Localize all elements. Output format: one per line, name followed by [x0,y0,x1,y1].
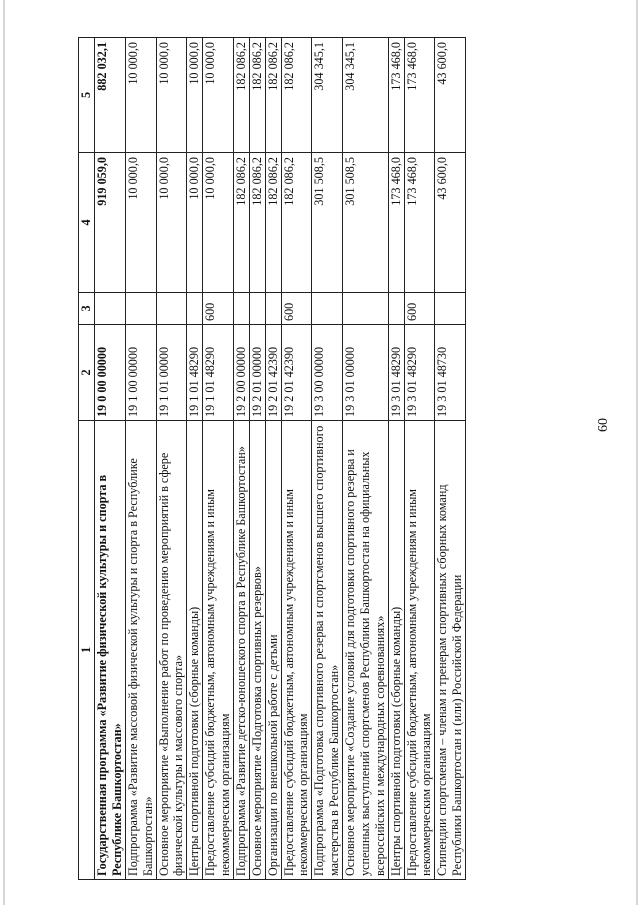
row-value-4: 182 086,2 [233,153,249,293]
row-code: 19 3 01 00000 [343,325,389,421]
table-row [435,38,466,880]
row-value-5: 10 000,0 [187,38,203,153]
table-row [265,38,281,880]
row-type: 600 [404,293,435,325]
row-code: 19 1 01 48290 [187,325,203,421]
row-type [95,293,126,325]
row-value-4: 10 000,0 [125,153,156,293]
row-code: 19 3 01 48290 [404,325,435,421]
row-type: 600 [281,293,312,325]
row-value-5: 182 086,2 [265,38,281,153]
row-name: Государственная программа «Развитие физической культуры и спорта в Республике Башкортостан» [95,421,126,880]
table-row [95,38,126,880]
row-name: Подпрограмма «Развитие массовой физической культуры и спорта в Республике Башкортостан» [125,421,156,880]
row-type [187,293,203,325]
row-code: 19 2 01 42390 [265,325,281,421]
table-row [312,38,343,880]
row-code: 19 3 01 48290 [388,325,404,421]
row-value-5: 304 345,1 [312,38,343,153]
row-type [388,293,404,325]
row-value-5: 173 468,0 [404,38,435,153]
row-code: 19 0 00 00000 [95,325,126,421]
row-value-5: 882 032,1 [95,38,126,153]
table-row [233,38,249,880]
row-name: Предоставление субсидий бюджетным, автономным учреждениям и иным некоммерческим организациям [281,421,312,880]
table-header-row [79,38,95,880]
row-code: 19 2 01 00000 [249,325,265,421]
row-value-5: 10 000,0 [156,38,187,153]
row-name: Центры спортивной подготовки (сборные команды) [187,421,203,880]
table-row [388,38,404,880]
row-name: Основное мероприятие «Создание условий для подготовки спортивного резерва и успешных выступлений спортсменов Республики Башкортостан на официальных всероссийских и международных соревнованиях» [343,421,389,880]
row-name: Центры спортивной подготовки (сборные команды) [388,421,404,880]
row-value-4: 10 000,0 [187,153,203,293]
row-value-5: 182 086,2 [233,38,249,153]
page-edge-left [3,0,5,905]
row-code: 19 2 00 00000 [233,325,249,421]
row-code: 19 1 01 48290 [203,325,234,421]
row-type [233,293,249,325]
row-value-4: 10 000,0 [203,153,234,293]
page-edge-right [636,0,638,905]
row-value-5: 10 000,0 [125,38,156,153]
table-row [125,38,156,880]
row-name: Стипендии спортсменам – членам и тренерам спортивных сборных команд Республики Башкортостан и (или) Российской Федерации [435,421,466,880]
row-type [156,293,187,325]
page-number: 60 [596,418,611,432]
row-value-4: 173 468,0 [388,153,404,293]
table-row [404,38,435,880]
table-row [203,38,234,880]
row-value-4: 173 468,0 [404,153,435,293]
row-value-4: 10 000,0 [156,153,187,293]
row-type [312,293,343,325]
row-name: Подпрограмма «Подготовка спортивного резерва и спортсменов высшего спортивного мастерства в Республике Башкортостан» [312,421,343,880]
row-value-4: 43 600,0 [435,153,466,293]
row-value-5: 304 345,1 [343,38,389,153]
row-name: Основное мероприятие «Подготовка спортивных резервов» [249,421,265,880]
row-value-4: 182 086,2 [281,153,312,293]
table-row [156,38,187,880]
column-header-3: 3 [79,293,95,325]
row-code: 19 3 00 00000 [312,325,343,421]
row-name: Предоставление субсидий бюджетным, автономным учреждениям и иным некоммерческим организациям [203,421,234,880]
row-type [125,293,156,325]
row-name: Предоставление субсидий бюджетным, автономным учреждениям и иным некоммерческим организациям [404,421,435,880]
row-name: Организации по внешкольной работе с детьми [265,421,281,880]
row-value-5: 182 086,2 [249,38,265,153]
table-row [281,38,312,880]
row-code: 19 1 00 00000 [125,325,156,421]
row-code: 19 2 01 42390 [281,325,312,421]
row-type [435,293,466,325]
row-value-4: 301 508,5 [312,153,343,293]
row-type [343,293,389,325]
row-code: 19 3 01 48730 [435,325,466,421]
table-row [249,38,265,880]
column-header-4: 4 [79,153,95,293]
budget-table [78,37,466,880]
row-type [265,293,281,325]
row-value-5: 173 468,0 [388,38,404,153]
column-header-1: 1 [79,421,95,880]
row-value-4: 182 086,2 [249,153,265,293]
row-value-4: 301 508,5 [343,153,389,293]
row-value-4: 919 059,0 [95,153,126,293]
row-name: Основное мероприятие «Выполнение работ по проведению мероприятий в сфере физической культуры и массового спорта» [156,421,187,880]
table-row [187,38,203,880]
row-value-5: 10 000,0 [203,38,234,153]
column-header-2: 2 [79,325,95,421]
row-name: Подпрограмма «Развитие детско-юношеского спорта в Республике Башкортостан» [233,421,249,880]
row-value-5: 182 086,2 [281,38,312,153]
table-row [343,38,389,880]
row-value-5: 43 600,0 [435,38,466,153]
column-header-5: 5 [79,38,95,153]
row-type [249,293,265,325]
row-type: 600 [203,293,234,325]
row-code: 19 1 01 00000 [156,325,187,421]
rotated-page-content [78,38,544,880]
row-value-4: 182 086,2 [265,153,281,293]
